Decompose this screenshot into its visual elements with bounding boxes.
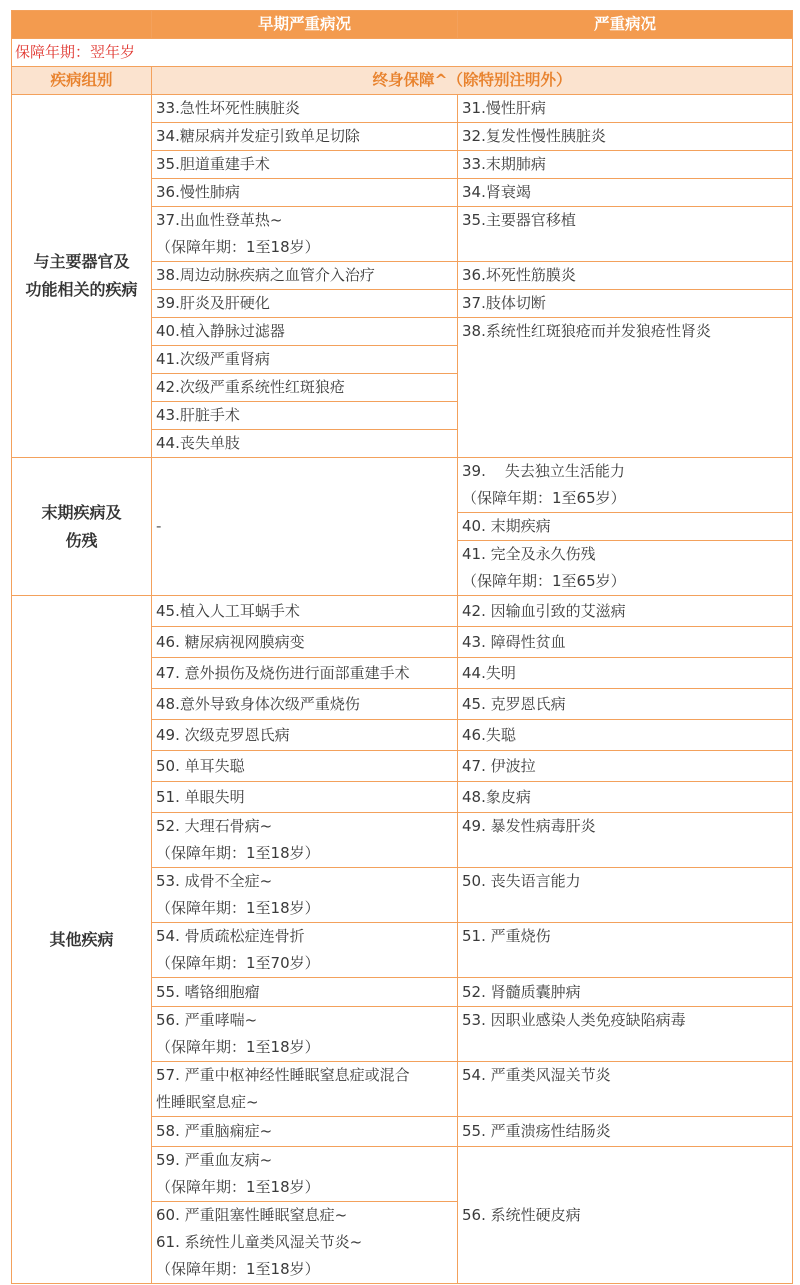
early-empty-dash: - xyxy=(152,458,458,596)
severe-item: 37.肢体切断 xyxy=(458,290,793,318)
early-item: 39.肝炎及肝硬化 xyxy=(152,290,458,318)
severe-item: 40. 末期疾病 xyxy=(458,513,793,541)
severe-item: 36.坏死性筋膜炎 xyxy=(458,262,793,290)
early-item: 43.肝脏手术 xyxy=(152,402,458,430)
early-item xyxy=(152,1062,458,1117)
early-item-title: 61. 系统性儿童类风湿关节炎~ xyxy=(156,1233,363,1251)
severe-item: 49. 暴发性病毒肝炎 xyxy=(458,813,793,868)
coverage-table xyxy=(11,10,793,1284)
early-item xyxy=(152,1007,458,1062)
early-item: 41.次级严重肾病 xyxy=(152,346,458,374)
severe-item-title: 39. 失去独立生活能力 xyxy=(462,462,625,480)
early-item xyxy=(152,923,458,978)
severe-item: 48.象皮病 xyxy=(458,782,793,813)
early-item: 44.丧失单肢 xyxy=(152,430,458,458)
early-item-title: 60. 严重阻塞性睡眠窒息症~ xyxy=(156,1206,348,1224)
severe-item: 52. 肾髓质囊肿病 xyxy=(458,978,793,1007)
early-item: 46. 糖尿病视网膜病变 xyxy=(152,627,458,658)
early-item: 36.慢性肺病 xyxy=(152,179,458,207)
severe-item: 47. 伊波拉 xyxy=(458,751,793,782)
severe-item: 45. 克罗恩氏病 xyxy=(458,689,793,720)
severe-item: 33.末期肺病 xyxy=(458,151,793,179)
term-note: 保障年期：翌年岁 xyxy=(12,39,793,67)
severe-item xyxy=(458,541,793,596)
early-item xyxy=(152,1202,458,1284)
subheader-row xyxy=(12,67,793,95)
coverage-table-container xyxy=(11,10,792,1284)
severe-item: 56. 系统性硬皮病 xyxy=(458,1147,793,1284)
early-item: 42.次级严重系统性红斑狼疮 xyxy=(152,374,458,402)
table-header-row xyxy=(12,11,793,39)
early-item-cont: 性睡眠窒息症~ xyxy=(156,1093,259,1111)
severe-item: 54. 严重类风湿关节炎 xyxy=(458,1062,793,1117)
group-terminal-name xyxy=(12,458,152,596)
early-item xyxy=(152,868,458,923)
group-terminal-line1: 末期疾病及 xyxy=(41,502,122,522)
severe-item: 38.系统性红斑狼疮而并发狼疮性肾炎 xyxy=(458,318,793,458)
severe-item-title: 41. 完全及永久伤残 xyxy=(462,545,596,563)
severe-item: 34.肾衰竭 xyxy=(458,179,793,207)
early-item-title: 52. 大理石骨病~ xyxy=(156,817,273,835)
severe-item-term: （保障年期：1至65岁） xyxy=(462,489,626,507)
early-item: 40.植入静脉过滤器 xyxy=(152,318,458,346)
early-item-term: （保障年期：1至18岁） xyxy=(156,1260,320,1278)
early-item: 48.意外导致身体次级严重烧伤 xyxy=(152,689,458,720)
group-terminal-line2: 伤残 xyxy=(65,530,98,550)
early-item-term: （保障年期：1至18岁） xyxy=(156,1178,320,1196)
early-item: 34.糖尿病并发症引致单足切除 xyxy=(152,123,458,151)
early-item: 38.周边动脉疾病之血管介入治疗 xyxy=(152,262,458,290)
header-early-severe: 早期严重病况 xyxy=(152,11,458,39)
severe-item: 42. 因输血引致的艾滋病 xyxy=(458,596,793,627)
early-item-title: 54. 骨质疏松症连骨折 xyxy=(156,927,305,945)
early-item: 50. 单耳失聪 xyxy=(152,751,458,782)
early-item xyxy=(152,207,458,262)
severe-item xyxy=(458,458,793,513)
early-item: 51. 单眼失明 xyxy=(152,782,458,813)
early-item-term: （保障年期：1至70岁） xyxy=(156,954,320,972)
early-item-title: 53. 成骨不全症~ xyxy=(156,872,273,890)
early-item-term: （保障年期：1至18岁） xyxy=(156,1038,320,1056)
early-item-title: 57. 严重中枢神经性睡眠窒息症或混合 xyxy=(156,1066,410,1084)
severe-item: 53. 因职业感染人类免疫缺陷病毒 xyxy=(458,1007,793,1062)
early-item: 58. 严重脑痫症~ xyxy=(152,1117,458,1147)
early-item: 49. 次级克罗恩氏病 xyxy=(152,720,458,751)
term-note-row xyxy=(12,39,793,67)
severe-item: 46.失聪 xyxy=(458,720,793,751)
table-row xyxy=(12,95,793,123)
early-item-term: （保障年期：1至18岁） xyxy=(156,238,320,256)
subheader-group: 疾病组别 xyxy=(12,67,152,95)
severe-item: 31.慢性肝病 xyxy=(458,95,793,123)
early-item-term: （保障年期：1至18岁） xyxy=(156,844,320,862)
early-item xyxy=(152,813,458,868)
header-group-cell xyxy=(12,11,152,39)
early-item-term: （保障年期：1至18岁） xyxy=(156,899,320,917)
severe-item: 55. 严重溃疡性结肠炎 xyxy=(458,1117,793,1147)
early-item: 45.植入人工耳蜗手术 xyxy=(152,596,458,627)
group-other-name: 其他疾病 xyxy=(12,596,152,1284)
group-major-name xyxy=(12,95,152,458)
severe-item: 43. 障碍性贫血 xyxy=(458,627,793,658)
severe-item: 51. 严重烧伤 xyxy=(458,923,793,978)
severe-item: 32.复发性慢性胰脏炎 xyxy=(458,123,793,151)
early-item: 55. 嗜铬细胞瘤 xyxy=(152,978,458,1007)
severe-item: 35.主要器官移植 xyxy=(458,207,793,262)
severe-item-term: （保障年期：1至65岁） xyxy=(462,572,626,590)
early-item: 33.急性坏死性胰脏炎 xyxy=(152,95,458,123)
early-item-title: 59. 严重血友病~ xyxy=(156,1151,273,1169)
header-severe: 严重病况 xyxy=(458,11,793,39)
early-item-title: 56. 严重哮喘~ xyxy=(156,1011,258,1029)
group-major-line1: 与主要器官及 xyxy=(33,252,130,271)
early-item-title: 37.出血性登革热~ xyxy=(156,211,283,229)
severe-item: 44.失明 xyxy=(458,658,793,689)
early-item xyxy=(152,1147,458,1202)
table-row xyxy=(12,458,793,513)
early-item: 35.胆道重建手术 xyxy=(152,151,458,179)
severe-item: 50. 丧失语言能力 xyxy=(458,868,793,923)
group-major-line2: 功能相关的疾病 xyxy=(25,280,138,299)
subheader-coverage: 终身保障^（除特别注明外） xyxy=(152,67,793,95)
early-item: 47. 意外损伤及烧伤进行面部重建手术 xyxy=(152,658,458,689)
table-row xyxy=(12,596,793,627)
